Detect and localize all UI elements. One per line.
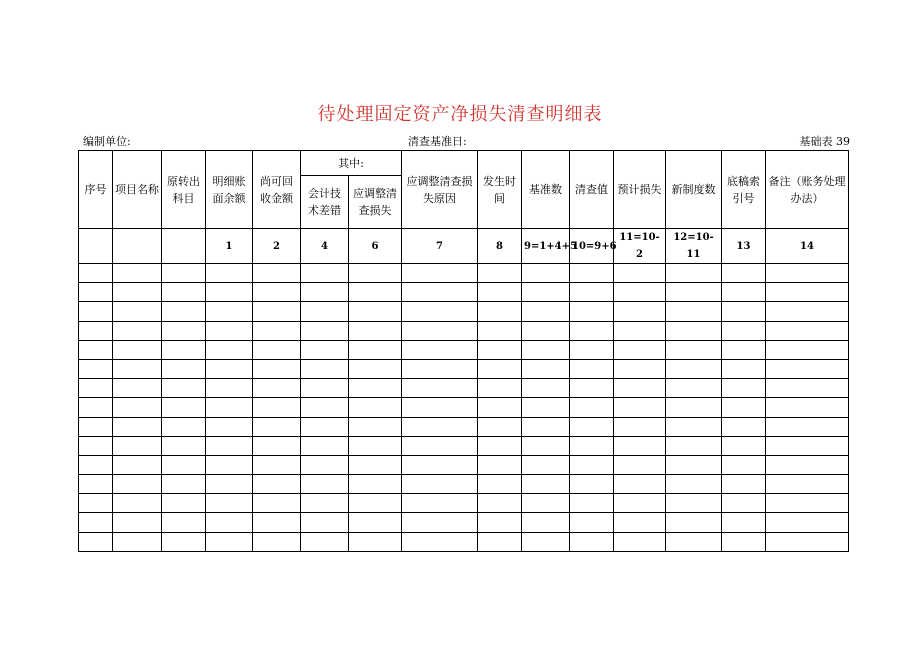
table-cell (206, 359, 253, 378)
table-row (79, 455, 849, 474)
table-cell (301, 379, 349, 398)
table-cell (722, 436, 766, 455)
header-of-which: 其中: (301, 151, 402, 176)
table-cell (301, 264, 349, 283)
table-cell (614, 455, 666, 474)
table-cell (113, 417, 162, 436)
table-cell (766, 436, 849, 455)
table-cell (478, 340, 522, 359)
table-cell (402, 398, 478, 417)
table-cell (478, 494, 522, 513)
table-cell (349, 436, 402, 455)
table-cell (206, 532, 253, 551)
table-cell (206, 398, 253, 417)
table-cell (614, 283, 666, 302)
table-cell (478, 455, 522, 474)
table-cell (614, 532, 666, 551)
table-row (79, 513, 849, 532)
table-cell (113, 494, 162, 513)
table-cell (113, 475, 162, 494)
table-cell (522, 321, 570, 340)
table-cell (206, 340, 253, 359)
index-cell: 7 (402, 229, 478, 264)
table-cell (522, 475, 570, 494)
table-cell (113, 513, 162, 532)
table-cell (614, 321, 666, 340)
table-cell (206, 321, 253, 340)
table-cell (478, 436, 522, 455)
table-cell (113, 532, 162, 551)
table-cell (253, 379, 301, 398)
table-row (79, 302, 849, 321)
table-cell (522, 398, 570, 417)
table-cell (162, 302, 206, 321)
table-cell (301, 321, 349, 340)
table-cell (478, 283, 522, 302)
table-cell (766, 417, 849, 436)
table-cell (722, 359, 766, 378)
index-cell: 13 (722, 229, 766, 264)
index-cell: 1 (206, 229, 253, 264)
table-cell (722, 532, 766, 551)
table-cell (113, 436, 162, 455)
table-cell (79, 398, 113, 417)
table-cell (402, 283, 478, 302)
header-seq: 序号 (79, 151, 113, 229)
table-cell (402, 532, 478, 551)
index-cell (162, 229, 206, 264)
table-cell (79, 359, 113, 378)
table-cell (614, 340, 666, 359)
header-occur-time: 发生时间 (478, 151, 522, 229)
table-cell (113, 398, 162, 417)
table-cell (522, 494, 570, 513)
table-cell (253, 436, 301, 455)
table-cell (253, 417, 301, 436)
table-cell (478, 398, 522, 417)
table-cell (349, 340, 402, 359)
table-cell (301, 283, 349, 302)
index-row (79, 229, 849, 264)
table-cell (113, 340, 162, 359)
table-cell (253, 264, 301, 283)
header-new-degree: 新制度数 (666, 151, 722, 229)
table-cell (766, 321, 849, 340)
table-cell (522, 455, 570, 474)
header-orig-subject: 原转出科目 (162, 151, 206, 229)
header-detail-balance: 明细账面余额 (206, 151, 253, 229)
header-remark: 备注（账务处理办法） (766, 151, 849, 229)
table-cell (722, 398, 766, 417)
table-cell (614, 379, 666, 398)
table-cell (666, 436, 722, 455)
header-recoverable: 尚可回收金额 (253, 151, 301, 229)
table-cell (402, 436, 478, 455)
table-cell (766, 513, 849, 532)
table-cell (162, 264, 206, 283)
table-cell (162, 436, 206, 455)
table-cell (614, 436, 666, 455)
table-cell (666, 494, 722, 513)
table-cell (614, 302, 666, 321)
header-row-top (79, 151, 849, 176)
table-cell (349, 283, 402, 302)
table-cell (722, 494, 766, 513)
table-cell (666, 283, 722, 302)
table-cell (162, 513, 206, 532)
index-cell (79, 229, 113, 264)
table-row (79, 436, 849, 455)
table-cell (722, 283, 766, 302)
index-cell: 10=9+6 (570, 229, 614, 264)
table-cell (570, 379, 614, 398)
table-cell (522, 513, 570, 532)
table-cell (666, 379, 722, 398)
table-cell (162, 321, 206, 340)
table-cell (349, 532, 402, 551)
table-row (79, 340, 849, 359)
table-cell (206, 417, 253, 436)
table-cell (766, 379, 849, 398)
table-cell (570, 417, 614, 436)
table-cell (766, 340, 849, 359)
table-cell (253, 532, 301, 551)
table-cell (79, 379, 113, 398)
index-cell (113, 229, 162, 264)
table-row (79, 359, 849, 378)
table-cell (113, 321, 162, 340)
table-cell (570, 359, 614, 378)
table-cell (79, 494, 113, 513)
table-cell (478, 379, 522, 398)
index-cell: 12=10-11 (666, 229, 722, 264)
table-cell (666, 532, 722, 551)
table-cell (522, 359, 570, 378)
table-cell (349, 359, 402, 378)
table-cell (522, 532, 570, 551)
table-cell (666, 321, 722, 340)
table-cell (666, 398, 722, 417)
table-cell (478, 417, 522, 436)
table-cell (79, 321, 113, 340)
index-cell: 2 (253, 229, 301, 264)
table-cell (522, 436, 570, 455)
table-cell (349, 398, 402, 417)
table-cell (162, 455, 206, 474)
table-cell (113, 283, 162, 302)
table-cell (162, 398, 206, 417)
table-cell (79, 417, 113, 436)
table-cell (614, 513, 666, 532)
table-cell (162, 475, 206, 494)
empty-rows (79, 264, 849, 552)
table-cell (349, 302, 402, 321)
table-cell (301, 494, 349, 513)
header-base-amount: 基准数 (522, 151, 570, 229)
table-cell (253, 398, 301, 417)
table-cell (522, 283, 570, 302)
table-cell (570, 494, 614, 513)
index-cell: 14 (766, 229, 849, 264)
table-cell (402, 302, 478, 321)
table-cell (522, 302, 570, 321)
table-cell (666, 359, 722, 378)
index-cell: 6 (349, 229, 402, 264)
table-cell (570, 532, 614, 551)
table-cell (113, 455, 162, 474)
table-cell (253, 359, 301, 378)
table-cell (79, 455, 113, 474)
table-cell (402, 321, 478, 340)
header-check-value: 清查值 (570, 151, 614, 229)
table-cell (301, 359, 349, 378)
header-draft-index: 底稿索引号 (722, 151, 766, 229)
table-cell (206, 494, 253, 513)
table-cell (79, 264, 113, 283)
table-cell (614, 264, 666, 283)
table-cell (666, 455, 722, 474)
table-cell (402, 475, 478, 494)
table-row (79, 494, 849, 513)
table-cell (113, 302, 162, 321)
table-cell (206, 455, 253, 474)
table-cell (402, 455, 478, 474)
table-row (79, 398, 849, 417)
table-cell (614, 359, 666, 378)
table-cell (301, 417, 349, 436)
table-cell (206, 302, 253, 321)
table-cell (113, 264, 162, 283)
table-cell (614, 494, 666, 513)
table-cell (113, 359, 162, 378)
table-cell (722, 340, 766, 359)
table-cell (253, 321, 301, 340)
table-cell (722, 321, 766, 340)
table-cell (206, 379, 253, 398)
table-cell (766, 455, 849, 474)
table-cell (162, 417, 206, 436)
table-cell (766, 532, 849, 551)
table-cell (722, 264, 766, 283)
table-cell (79, 475, 113, 494)
table-cell (478, 513, 522, 532)
table-row (79, 532, 849, 551)
table-cell (79, 340, 113, 359)
table-cell (79, 513, 113, 532)
table-cell (162, 494, 206, 513)
table-cell (478, 264, 522, 283)
table-cell (301, 513, 349, 532)
table-cell (666, 302, 722, 321)
table-cell (301, 532, 349, 551)
table-cell (614, 417, 666, 436)
table-cell (570, 436, 614, 455)
table-row (79, 475, 849, 494)
table-code-label: 基础表 39 (799, 135, 850, 148)
table-cell (570, 455, 614, 474)
table-cell (666, 475, 722, 494)
table-cell (349, 475, 402, 494)
table-cell (206, 283, 253, 302)
table-cell (206, 436, 253, 455)
table-cell (522, 379, 570, 398)
unit-label: 编制单位: (83, 135, 131, 148)
table-cell (162, 532, 206, 551)
header-est-loss: 预计损失 (614, 151, 666, 229)
table-cell (766, 398, 849, 417)
table-cell (301, 455, 349, 474)
table-cell (766, 302, 849, 321)
page-title: 待处理固定资产净损失清查明细表 (317, 104, 603, 125)
table-cell (570, 340, 614, 359)
detail-table (78, 150, 849, 552)
table-cell (478, 475, 522, 494)
header-item-name: 项目名称 (113, 151, 162, 229)
table-cell (113, 379, 162, 398)
table-cell (766, 264, 849, 283)
table-cell (402, 379, 478, 398)
table-cell (162, 340, 206, 359)
header-accounting-error: 会计技术差错 (301, 176, 349, 229)
header-adjust-reason: 应调整清查损失原因 (402, 151, 478, 229)
date-label: 清查基准日: (408, 135, 467, 148)
index-cell: 9=1+4+5 (522, 229, 570, 264)
table-cell (79, 302, 113, 321)
table-cell (79, 436, 113, 455)
table-cell (570, 513, 614, 532)
table-cell (402, 264, 478, 283)
table-cell (301, 398, 349, 417)
table-cell (722, 513, 766, 532)
table-cell (478, 532, 522, 551)
table-cell (722, 302, 766, 321)
table-cell (162, 359, 206, 378)
table-cell (349, 513, 402, 532)
table-cell (722, 417, 766, 436)
table-cell (478, 321, 522, 340)
table-cell (722, 475, 766, 494)
table-cell (301, 302, 349, 321)
table-cell (349, 494, 402, 513)
table-cell (522, 264, 570, 283)
table-cell (570, 398, 614, 417)
table-cell (301, 436, 349, 455)
table-cell (206, 513, 253, 532)
table-cell (253, 340, 301, 359)
table-cell (570, 283, 614, 302)
table-cell (522, 340, 570, 359)
table-cell (301, 340, 349, 359)
table-cell (301, 475, 349, 494)
table-cell (253, 283, 301, 302)
header-adjust-loss: 应调整清查损失 (349, 176, 402, 229)
table-cell (522, 417, 570, 436)
table-cell (766, 283, 849, 302)
table-cell (666, 264, 722, 283)
table-row (79, 283, 849, 302)
table-cell (349, 455, 402, 474)
table-cell (79, 532, 113, 551)
table-row (79, 321, 849, 340)
table-row (79, 379, 849, 398)
table-cell (666, 513, 722, 532)
table-row (79, 417, 849, 436)
table-cell (162, 283, 206, 302)
table-cell (349, 264, 402, 283)
table-cell (478, 359, 522, 378)
table-cell (349, 417, 402, 436)
table-cell (570, 264, 614, 283)
table-cell (402, 513, 478, 532)
table-cell (614, 398, 666, 417)
table-cell (666, 417, 722, 436)
table-cell (253, 302, 301, 321)
table-cell (349, 379, 402, 398)
table-cell (570, 302, 614, 321)
table-cell (402, 359, 478, 378)
table-cell (253, 475, 301, 494)
table-cell (570, 475, 614, 494)
table-cell (79, 283, 113, 302)
index-cell: 4 (301, 229, 349, 264)
table-cell (766, 475, 849, 494)
table-cell (402, 494, 478, 513)
table-cell (253, 455, 301, 474)
table-cell (666, 340, 722, 359)
table-cell (722, 455, 766, 474)
index-cell: 11=10-2 (614, 229, 666, 264)
table-cell (402, 340, 478, 359)
table-cell (570, 321, 614, 340)
table-cell (162, 379, 206, 398)
table-cell (614, 475, 666, 494)
table-cell (722, 379, 766, 398)
table-row (79, 264, 849, 283)
table-cell (206, 264, 253, 283)
index-cell: 8 (478, 229, 522, 264)
table-cell (478, 302, 522, 321)
table-cell (402, 417, 478, 436)
table-cell (766, 494, 849, 513)
table-cell (253, 494, 301, 513)
table-cell (253, 513, 301, 532)
table-cell (349, 321, 402, 340)
table-cell (206, 475, 253, 494)
table-cell (766, 359, 849, 378)
